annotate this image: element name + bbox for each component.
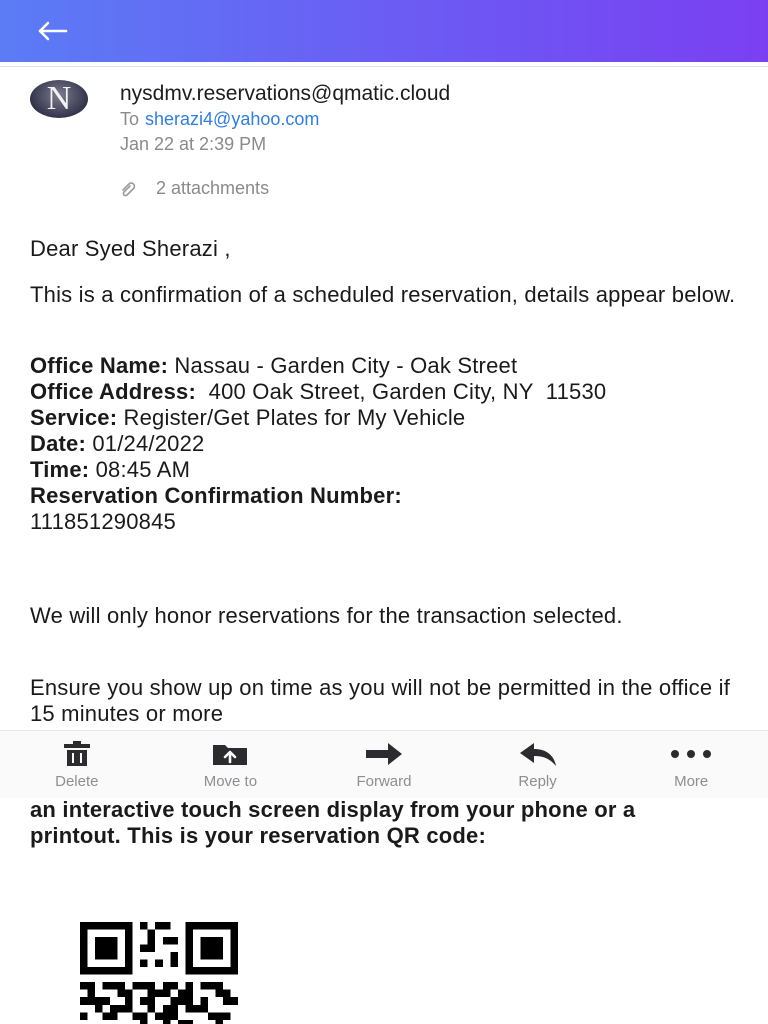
- move-to-button[interactable]: [154, 731, 308, 798]
- attachments-link[interactable]: [120, 178, 269, 199]
- date-value: 01/24/2022: [86, 431, 205, 456]
- reservation-details: [30, 353, 742, 535]
- recipient-line: [120, 109, 319, 130]
- confirmation-row: [30, 483, 450, 535]
- service-value: Register/Get Plates for My Vehicle: [117, 405, 466, 430]
- email-date: Jan 22 at 2:39 PM: [120, 134, 267, 154]
- forward-arrow-icon: [364, 742, 404, 766]
- action-toolbar: [0, 730, 768, 798]
- forward-label: Forward: [356, 773, 412, 790]
- avatar-letter: N: [46, 80, 72, 117]
- greeting: Dear Syed Sherazi ,: [30, 236, 231, 261]
- more-label: More: [674, 773, 709, 790]
- qr-code-icon: [80, 922, 238, 1024]
- more-button[interactable]: [614, 731, 768, 798]
- office-name-label: Office Name:: [30, 353, 169, 378]
- recipient-link[interactable]: sherazi4@yahoo.com: [145, 109, 320, 129]
- delete-button[interactable]: [0, 731, 154, 798]
- paperclip-icon: [120, 181, 142, 197]
- sender-avatar: [30, 80, 88, 118]
- office-address-label: Office Address:: [30, 379, 197, 404]
- move-to-label: Move to: [203, 773, 258, 790]
- date-label: Date:: [30, 431, 87, 456]
- forward-button[interactable]: [307, 731, 461, 798]
- reply-button[interactable]: [461, 731, 615, 798]
- qr-paragraph-text: an interactive touch screen display from your phone or a printout. This is your reservation QR code:: [30, 798, 636, 848]
- service-row: [30, 405, 742, 431]
- intro-paragraph: This is a confirmation of a scheduled reservation, details appear below.: [30, 282, 736, 307]
- folder-move-icon: [211, 741, 249, 767]
- office-name-value: Nassau - Garden City - Oak Street: [168, 353, 518, 378]
- date-row: [30, 431, 742, 457]
- top-bar: [0, 0, 768, 62]
- more-dots-icon: [670, 749, 712, 759]
- sender-email: nysdmv.reservations@qmatic.cloud: [120, 82, 451, 105]
- confirmation-label: Reservation Confirmation Number:: [30, 483, 402, 508]
- reply-label: Reply: [518, 773, 557, 790]
- office-name-row: [30, 353, 742, 379]
- ensure-paragraph: Ensure you show up on time as you will not be permitted in the office if 15 minutes or more: [30, 675, 731, 726]
- office-address-row: [30, 379, 742, 405]
- office-address-value: 400 Oak Street, Garden City, NY 11530: [196, 379, 607, 404]
- qr-paragraph: [30, 798, 742, 874]
- attachments-label: 2 attachments: [156, 178, 270, 198]
- trash-icon: [60, 741, 94, 767]
- back-button[interactable]: [34, 16, 70, 46]
- reply-arrow-icon: [518, 741, 558, 767]
- time-value: 08:45 AM: [89, 457, 191, 482]
- service-label: Service:: [30, 405, 118, 430]
- honor-paragraph: We will only honor reservations for the transaction selected.: [30, 603, 623, 628]
- arrow-left-icon: [36, 20, 68, 42]
- time-label: Time:: [30, 457, 90, 482]
- confirmation-value: 111851290845: [30, 509, 176, 534]
- to-label: To: [120, 109, 140, 129]
- header-divider: [0, 66, 768, 67]
- time-row: [30, 457, 742, 483]
- reservation-qr-code: [80, 922, 238, 1024]
- delete-label: Delete: [55, 773, 99, 790]
